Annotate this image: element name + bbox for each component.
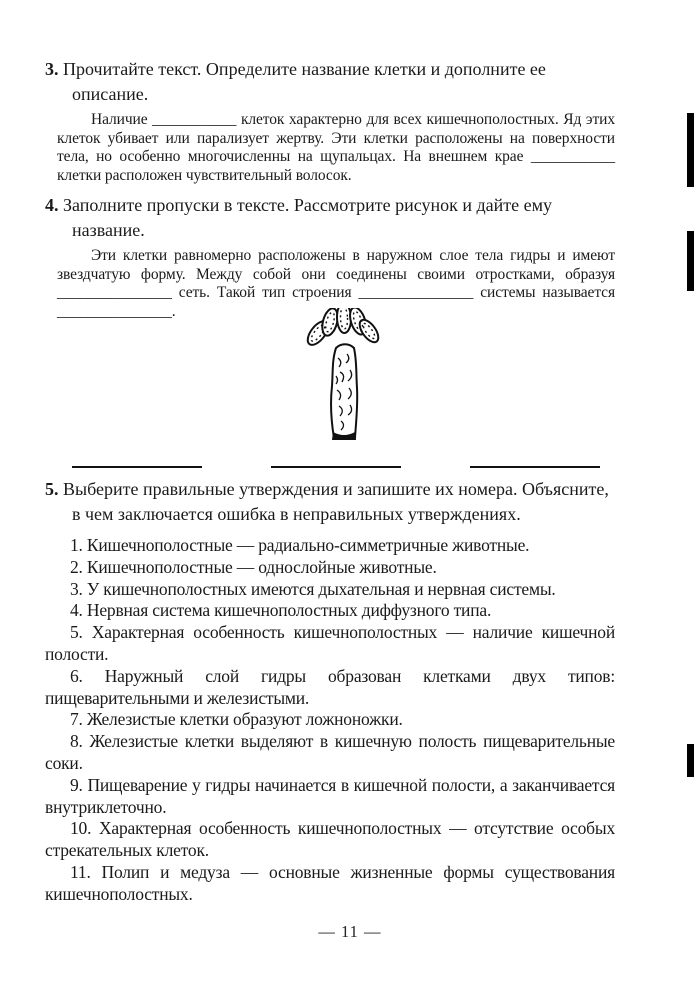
task-5-number: 5. [45,479,59,499]
statement-item: 3. У кишечнополостных имеются дыхательная и нервная системы. [70,578,556,599]
task-3 [45,57,615,185]
task-3-paragraph: Наличие ___________ клеток характерно для всех кишечнополостных. Яд этих клеток убивает или парализует жертву. Эти клетки расположены на поверхности тела, но особенно многочисленны на щупальцах. На внешнем крае ___________ клетки расположен чувствительный волосок. [57,111,615,184]
task-3-number: 3. [45,59,59,79]
task-4-heading [45,193,615,242]
statement-item: 2. Кишечнополостные — однослойные животные. [70,556,437,577]
statement-item: 11. Полип и медуза — основные жизненные формы существования кишечнополостных. [45,861,615,904]
statement-item: 10. Характерная особенность кишечнополостных — отсутствие особых стрекательных клеток. [45,818,615,861]
task-4-number: 4. [45,195,59,215]
answer-line [72,466,202,468]
statement-item: 7. Железистые клетки образуют ложноножки. [70,709,403,730]
statement-item: 8. Железистые клетки выделяют в кишечную полость пищеварительные соки. [45,731,615,773]
page-number: — 11 — [318,922,382,941]
statement-item: 9. Пищеварение у гидры начинается в кишечной полости, а заканчивается внутриклеточно. [45,774,615,817]
print-margin-mark [687,744,694,777]
statement-item: 5. Характерная особенность кишечнополостных — наличие кишечной полости. [45,622,615,664]
hydra-figure [296,308,392,442]
print-margin-mark [687,113,694,187]
statement-item: 6. Наружный слой гидры образован клетками двух типов: пищеварительными и железистыми. [45,665,615,708]
task-4-paragraph: Эти клетки равномерно расположены в наружном слое тела гидры и имеют звездчатую форму. Между собой они соединены своими отростками, образуя _______________ сеть. Такой тип строения _______________ системы называется _______________. [57,247,615,320]
statement-item: 1. Кишечнополостные — радиально-симметричные животные. [70,535,530,555]
answer-line [470,466,600,468]
task-5-heading [45,477,615,526]
task-4 [45,193,615,321]
statements-list [45,535,615,906]
statement-item: 4. Нервная система кишечнополостных диффузного типа. [70,600,492,621]
print-margin-mark [687,231,694,291]
task-5 [45,477,615,906]
task-5-instruction: Выберите правильные утверждения и запишите их номера. Объясните, в чем заключается ошибка в неправильных утверждениях. [63,479,609,524]
task-4-instruction: Заполните пропуски в тексте. Рассмотрите рисунок и дайте ему название. [63,195,553,240]
task-3-instruction: Прочитайте текст. Определите название клетки и дополните ее описание. [63,59,546,104]
task-3-heading [45,57,615,106]
answer-line [271,466,401,468]
